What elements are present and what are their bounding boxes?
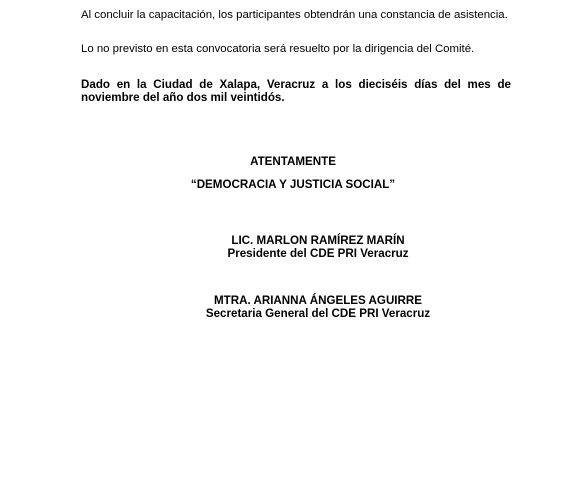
signature-block-president (25, 235, 586, 260)
signatory-name: MTRA. ARIANNA ÁNGELES AGUIRRE (213, 294, 423, 307)
motto: “DEMOCRACIA Y JUSTICIA SOCIAL” (190, 178, 396, 191)
closing-atentamente: ATENTAMENTE (250, 155, 336, 168)
signature-block-secretary (25, 295, 586, 320)
paragraph-unforeseen-matters: Lo no previsto en esta convocatoria será resuelto por la dirigencia del Comité. (81, 43, 475, 55)
paragraph-date-place: Dado en la Ciudad de Xalapa, Veracruz a los dieciséis días del mes de noviembre del año dos mil veintidós. (81, 78, 511, 104)
signatory-title: Presidente del CDE PRI Veracruz (227, 246, 409, 260)
signatory-name: LIC. MARLON RAMÍREZ MARÍN (231, 234, 405, 247)
signatory-title: Secretaria General del CDE PRI Veracruz (205, 306, 431, 320)
paragraph-attendance-certificate: Al concluir la capacitación, los participantes obtendrán una constancia de asistencia. (81, 9, 508, 21)
